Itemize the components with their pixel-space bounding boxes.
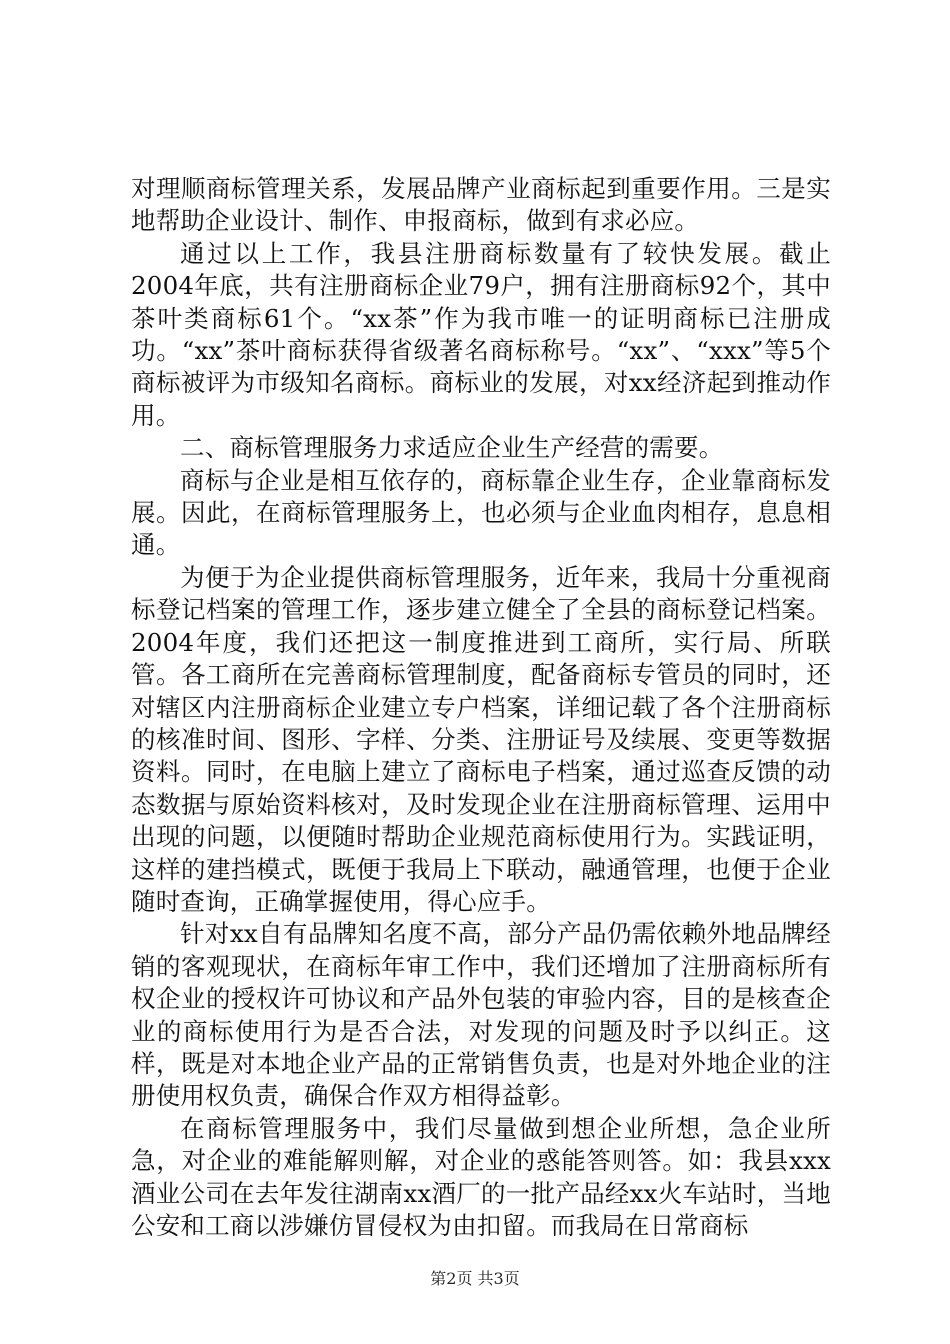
paragraph-continued: 对理顺商标管理关系，发展品牌产业商标起到重要作用。三是实地帮助企业设计、制作、申报商标，做到有求必应。 (131, 174, 831, 236)
paragraph-archive-management: 为便于为企业提供商标管理服务，近年来，我局十分重视商标登记档案的管理工作，逐步建立健全了全县的商标登记档案。2004年度，我们还把这一制度推进到工商所，实行局、所联管。各工商所在完善商标管理制度，配备商标专管员的同时，还对辖区内注册商标企业建立专户档案，详细记载了各个注册商标的核准时间、图形、字样、分类、注册证号及续展、变更等数据资料。同时，在电脑上建立了商标电子档案，通过巡查反馈的动态数据与原始资料核对，及时发现企业在注册商标管理、运用中出现的问题，以便随时帮助企业规范商标使用行为。实践证明，这样的建挡模式，既便于我局上下联动，融通管理，也便于企业随时查询，正确掌握使用，得心应手。 (131, 562, 831, 916)
paragraph-registration-stats: 通过以上工作，我县注册商标数量有了较快发展。截止2004年底，共有注册商标企业79户，拥有注册商标92个，其中茶叶类商标61个。“xx茶”作为我市唯一的证明商标已注册成功。“xx”茶叶商标获得省级著名商标称号。“xx”、“xxx”等5个商标被评为市级知名商标。商标业的发展，对xx经济起到推动作用。 (131, 238, 831, 430)
paragraph-service-example: 在商标管理服务中，我们尽量做到想企业所想，急企业所急，对企业的难能解则解，对企业的惑能答则答。如：我县xxx酒业公司在去年发往湖南xx酒厂的一批产品经xx火车站时，当地公安和工商以涉嫌仿冒侵权为由扣留。而我局在日常商标 (131, 1113, 831, 1240)
paragraph-mutual-dependence: 商标与企业是相互依存的，商标靠企业生存，企业靠商标发展。因此，在商标管理服务上，也必须与企业血肉相存，息息相通。 (131, 465, 831, 560)
page-footer: 第2页 共3页 (430, 1269, 520, 1288)
paragraph-annual-review: 针对xx自有品牌知名度不高，部分产品仍需依赖外地品牌经销的客观现状，在商标年审工作中，我们还增加了注册商标所有权企业的授权许可协议和产品外包装的审验内容，目的是核查企业的商标使用行为是否合法，对发现的问题及时予以纠正。这样，既是对本地企业产品的正常销售负责，也是对外地企业的注册使用权负责，确保合作双方相得益彰。 (131, 919, 831, 1111)
document-body (131, 173, 831, 1242)
section-heading-2: 二、商标管理服务力求适应企业生产经营的需要。 (180, 433, 724, 463)
